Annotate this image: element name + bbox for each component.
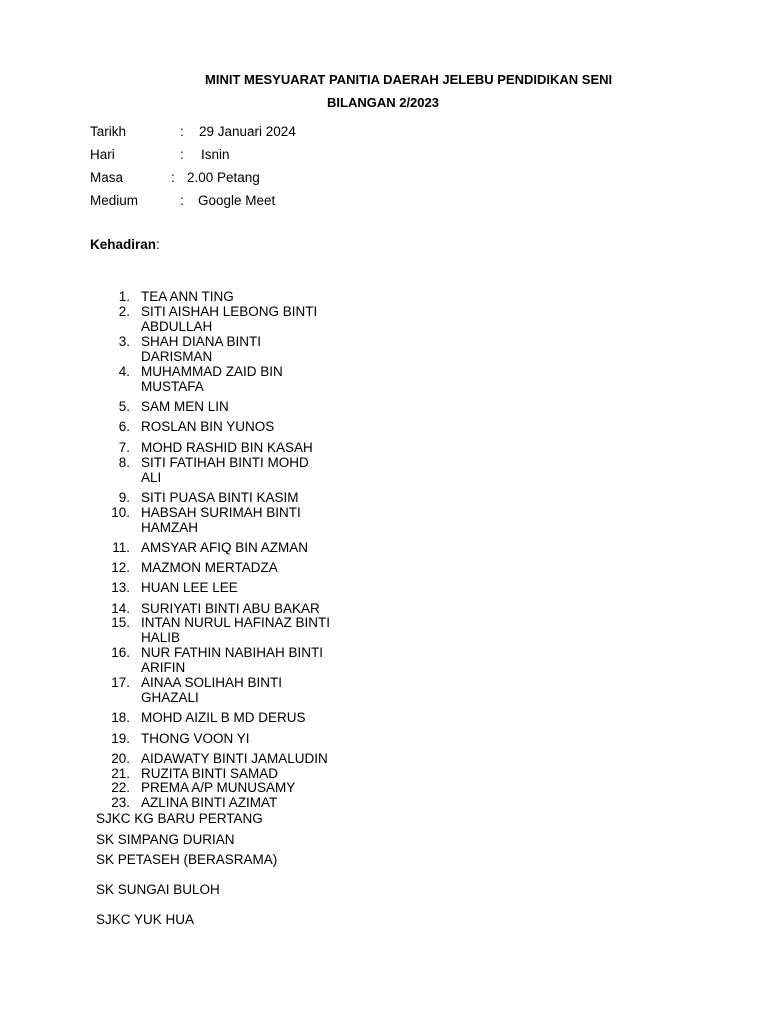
list-item-number: 1. — [118, 289, 130, 304]
school-name: SK SIMPANG DURIAN — [96, 832, 235, 847]
list-item-name: MAZMON MERTADZA — [141, 560, 278, 575]
list-item-number: 15. — [111, 615, 130, 630]
list-item-name: MOHD AIZIL B MD DERUS — [141, 710, 306, 725]
school-name: SK SUNGAI BULOH — [96, 882, 220, 897]
list-item-number: 20. — [111, 751, 130, 766]
attendance-heading-label: Kehadiran — [90, 237, 157, 252]
school-name: SJKC KG BARU PERTANG — [96, 811, 263, 826]
list-item-number: 19. — [111, 731, 130, 746]
list-item-number: 13. — [111, 580, 130, 595]
list-item-name: AINAA SOLIHAH BINTI GHAZALI — [141, 675, 283, 705]
list-item-number: 4. — [118, 364, 130, 379]
list-item-name: NUR FATHIN NABIHAH BINTI ARIFIN — [141, 645, 324, 675]
list-item-name: SITI PUASA BINTI KASIM — [141, 490, 299, 505]
list-item-name: AZLINA BINTI AZIMAT — [141, 795, 278, 810]
meta-label: Masa — [90, 170, 124, 185]
list-item-number: 5. — [118, 399, 130, 414]
list-item-name: AIDAWATY BINTI JAMALUDIN — [141, 751, 328, 766]
list-item-number: 12. — [111, 560, 130, 575]
document-title: MINIT MESYUARAT PANITIA DAERAH JELEBU PENDIDIKAN SENI — [205, 72, 613, 87]
attendance-heading — [90, 237, 160, 253]
list-item-name: ROSLAN BIN YUNOS — [141, 419, 275, 434]
list-item-number: 2. — [118, 304, 130, 319]
meta-value: 2.00 Petang — [187, 170, 260, 185]
list-item-name: THONG VOON YI — [141, 731, 250, 746]
meta-separator: : — [180, 124, 184, 139]
list-item-number: 3. — [118, 334, 130, 349]
list-item-name: MUHAMMAD ZAID BIN MUSTAFA — [141, 364, 283, 394]
meta-label: Medium — [90, 193, 139, 208]
list-item-name: HUAN LEE LEE — [141, 580, 238, 595]
list-item-name: AMSYAR AFIQ BIN AZMAN — [141, 540, 309, 555]
list-item-name: SURIYATI BINTI ABU BAKAR — [141, 601, 320, 616]
attendance-heading-colon: : — [156, 237, 160, 252]
list-item-number: 18. — [111, 710, 130, 725]
school-name: SK PETASEH (BERASRAMA) — [96, 852, 278, 867]
list-item-number: 8. — [118, 455, 130, 470]
meta-separator: : — [171, 170, 175, 185]
list-item-name: TEA ANN TING — [141, 289, 234, 304]
list-item-number: 11. — [112, 540, 130, 555]
list-item-number: 23. — [111, 795, 130, 810]
list-item-number: 22. — [111, 780, 130, 795]
list-item-number: 16. — [111, 645, 130, 660]
document-subtitle: BILANGAN 2/2023 — [327, 95, 439, 110]
school-name: SJKC YUK HUA — [96, 912, 195, 927]
list-item-name: SITI FATIHAH BINTI MOHD ALI — [141, 455, 309, 485]
list-item-number: 10. — [111, 505, 130, 520]
list-item-name: SAM MEN LIN — [141, 399, 229, 414]
list-item-name: RUZITA BINTI SAMAD — [141, 766, 279, 781]
list-item-number: 7. — [118, 440, 130, 455]
list-item-number: 6. — [118, 419, 130, 434]
list-item-name: HABSAH SURIMAH BINTI HAMZAH — [141, 505, 301, 535]
meta-label: Hari — [90, 147, 115, 162]
meta-value: Google Meet — [198, 193, 276, 208]
list-item-number: 14. — [111, 601, 130, 616]
list-item-number: 21. — [111, 766, 130, 781]
meta-value: 29 Januari 2024 — [199, 124, 296, 139]
meta-label: Tarikh — [90, 124, 127, 139]
meta-separator: : — [180, 193, 184, 208]
list-item-name: SITI AISHAH LEBONG BINTI ABDULLAH — [141, 304, 318, 334]
list-item-name: PREMA A/P MUNUSAMY — [141, 780, 296, 795]
list-item-name: MOHD RASHID BIN KASAH — [141, 440, 313, 455]
list-item-number: 9. — [118, 490, 130, 505]
list-item-name: INTAN NURUL HAFINAZ BINTI HALIB — [141, 615, 331, 645]
meta-separator: : — [180, 147, 184, 162]
list-item-name: SHAH DIANA BINTI DARISMAN — [141, 334, 262, 364]
list-item-number: 17. — [111, 675, 130, 690]
meta-value: Isnin — [201, 147, 230, 162]
